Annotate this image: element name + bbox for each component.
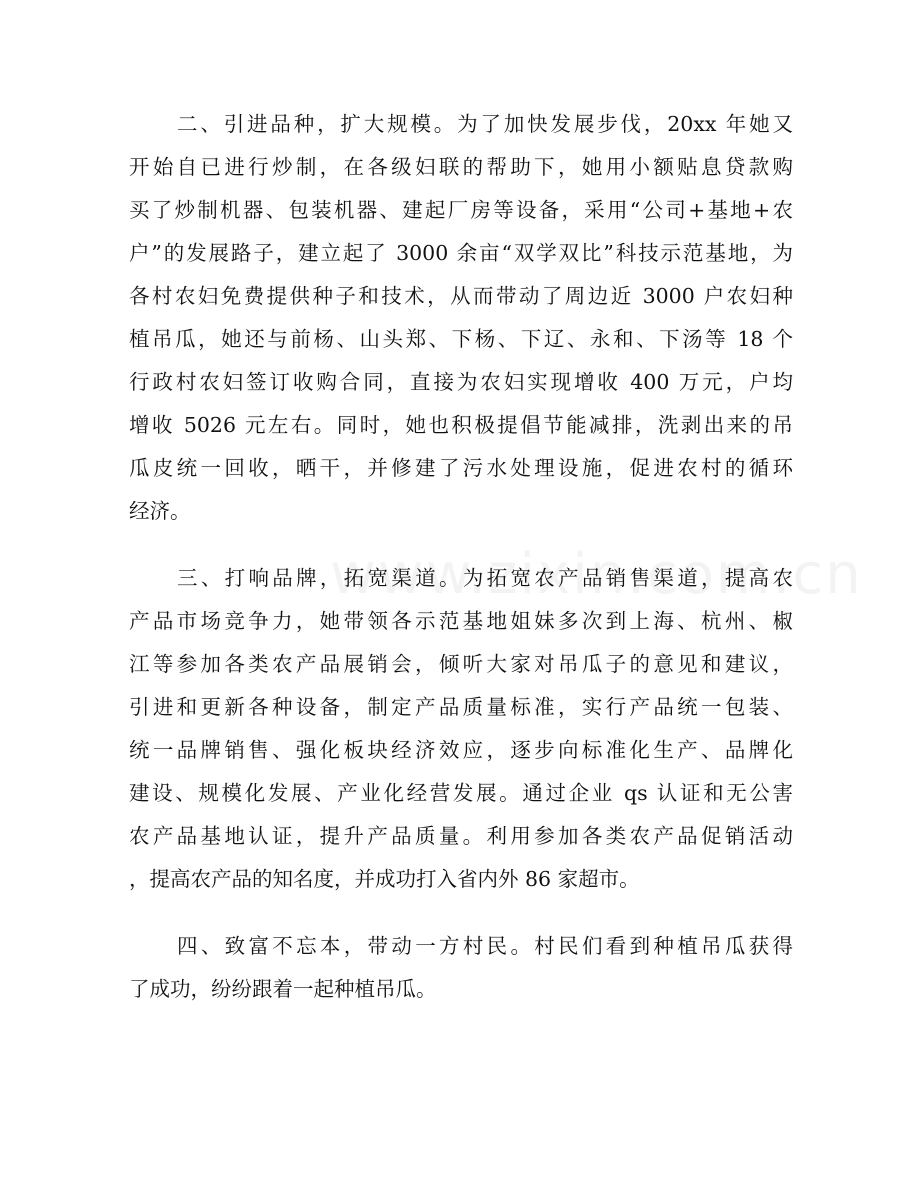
paragraph-2-line-3: 江等参加各类农产品展销会，倾听大家对吊瓜子的意见和建议， <box>129 652 793 676</box>
paragraph-1-line-8: 增收 5026 元左右。同时，她也积极提倡节能减排，洗剥出来的吊 <box>129 413 793 437</box>
paragraph-1-line-4: 户”的发展路子，建立起了 3000 余亩“双学双比”科技示范基地，为 <box>129 241 793 265</box>
paragraph-1-line-6: 植吊瓜，她还与前杨、山头郑、下杨、下辽、永和、下汤等 18 个 <box>129 327 793 351</box>
paragraph-1-line-1: 二、引进品种，扩大规模。为了加快发展步伐，20xx 年她又 <box>177 112 793 136</box>
paragraph-2-line-6: 建设、规模化发展、产业化经营发展。通过企业 qs 认证和无公害 <box>129 781 793 805</box>
paragraph-1-line-2: 开始自已进行炒制，在各级妇联的帮助下，她用小额贴息贷款购 <box>129 155 793 179</box>
paragraph-3-line-2: 了成功，纷纷跟着一起种植吊瓜。 <box>129 977 437 1001</box>
paragraph-1-line-5: 各村农妇免费提供种子和技术，从而带动了周边近 3000 户农妇种 <box>129 284 793 308</box>
paragraph-1-line-7: 行政村农妇签订收购合同，直接为农妇实现增收 400 万元，户均 <box>129 370 793 394</box>
paragraph-1-line-10: 经济。 <box>129 499 191 523</box>
paragraph-2-line-2: 产品市场竞争力，她带领各示范基地姐妹多次到上海、杭州、椒 <box>129 609 793 633</box>
paragraph-1-line-3: 买了炒制机器、包装机器、建起厂房等设备，采用“公司+基地+农 <box>129 198 793 222</box>
paragraph-2-line-8: ，提高农产品的知名度，并成功打入省内外 86 家超市。 <box>129 867 640 891</box>
paragraph-3-line-1: 四、致富不忘本，带动一方村民。村民们看到种植吊瓜获得 <box>177 934 793 958</box>
paragraph-1-line-9: 瓜皮统一回收，晒干，并修建了污水处理设施，促进农村的循环 <box>129 456 793 480</box>
paragraph-2-line-5: 统一品牌销售、强化板块经济效应，逐步向标准化生产、品牌化 <box>129 738 793 762</box>
paragraph-2-line-1: 三、打响品牌，拓宽渠道。为拓宽农产品销售渠道，提高农 <box>177 566 793 590</box>
paragraph-2-line-4: 引进和更新各种设备，制定产品质量标准，实行产品统一包装、 <box>129 695 793 719</box>
paragraph-2-line-7: 农产品基地认证，提升产品质量。利用参加各类农产品促销活动 <box>129 824 793 848</box>
